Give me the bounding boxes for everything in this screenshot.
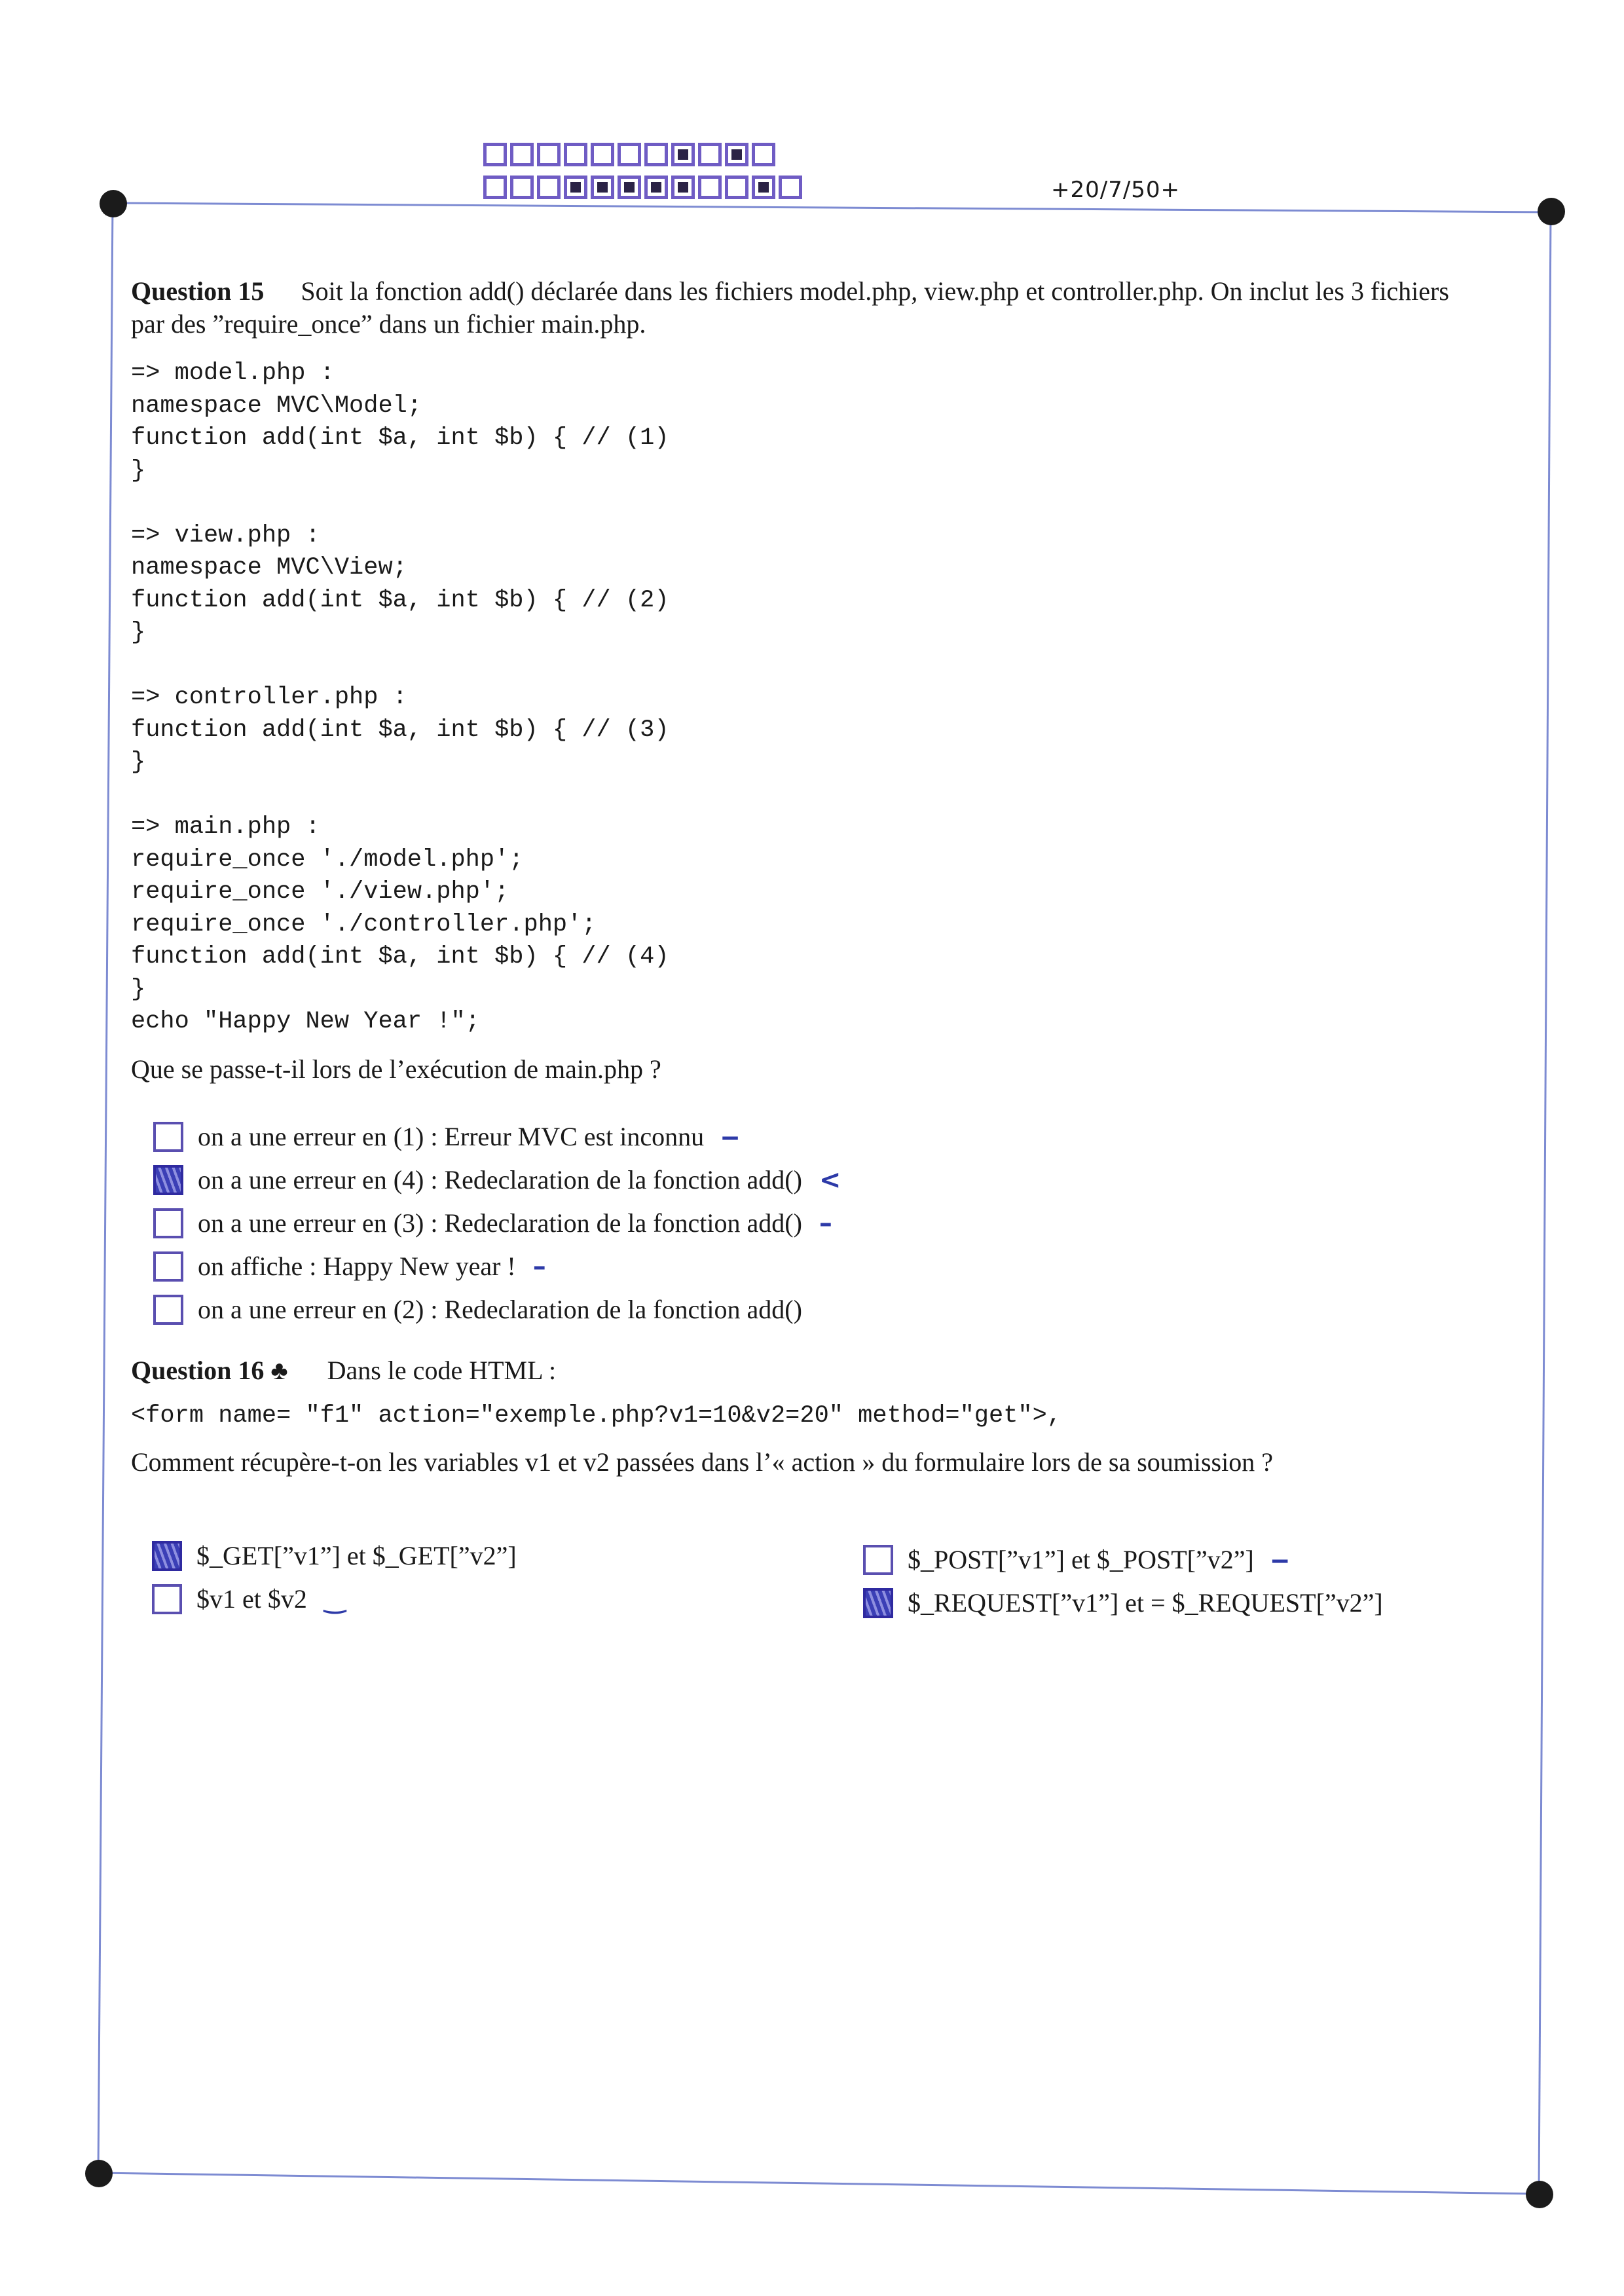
question-15-intro-line2: par des ”require_once” dans un fichier main.php. [131,309,646,339]
barcode-cell [671,143,695,166]
q15-checkbox-5[interactable] [153,1295,183,1325]
barcode-cell [537,176,561,199]
q16-checkbox-4[interactable] [863,1588,893,1618]
q16-checkbox-1[interactable] [152,1541,182,1571]
pen-mark: < [819,1164,841,1195]
q16-choice-4[interactable] [863,1587,1400,1618]
pen-mark: ‒ [1270,1544,1289,1575]
question-15 [131,275,1529,1086]
barcode-cell [591,143,614,166]
q15-checkbox-4[interactable] [153,1251,183,1282]
question-15-intro [131,275,1529,341]
club-icon: ♣ [270,1356,288,1385]
q16-choice-label: $_GET[”v1”] et $_GET[”v2”] [196,1541,517,1570]
q15-checkbox-1[interactable] [153,1122,183,1152]
barcode-cell [510,176,534,199]
barcode-cell [618,176,641,199]
question-15-prompt: Que se passe-t-il lors de l’exécution de main.php ? [131,1054,661,1084]
barcode-cell [537,143,561,166]
barcode-cell [698,143,722,166]
barcode-cell [725,143,748,166]
barcode-cell [483,143,507,166]
q15-choice-5[interactable] [153,1294,819,1325]
q15-choice-4[interactable] [153,1251,546,1282]
question-15-number: Question 15 [131,276,265,306]
q15-checkbox-3[interactable] [153,1208,183,1238]
q15-choice-label: on a une erreur en (4) : Redeclaration de la fonction add() [198,1165,802,1194]
q16-choice-label: $_POST[”v1”] et $_POST[”v2”] [908,1545,1254,1574]
question-16 [131,1354,1529,1479]
q16-choice-3[interactable] [863,1544,1289,1575]
corner-marker-top-right [1538,198,1565,225]
barcode-cell [564,143,587,166]
barcode-cell [483,176,507,199]
question-15-code: => model.php : namespace MVC\Model; function add(int $a, int $b) { // (1) } => view.php : namespace MVC\View; function add(int $a, int $b) { // (2) } => controller.php : function add(int $a, int $b) { // (3) } => main.php : require_once './model.php'; require_once './view.php'; require_once './controller.php'; function add(int $a, int $b) { // (4) } echo "Happy New Year !"; [131,360,669,1035]
barcode-cell [725,176,748,199]
q16-checkbox-2[interactable] [152,1584,182,1614]
barcode-cell [510,143,534,166]
barcode-cell [752,176,775,199]
page-id: +20/7/50+ [1051,177,1181,203]
question-16-prompt: Comment récupère-t-on les variables v1 et v2 passées dans l’« action » du formulaire lors de sa soumission ? [131,1447,1273,1477]
q15-choice-1[interactable] [153,1121,739,1152]
barcode-cell [779,176,802,199]
corner-marker-top-left [100,190,127,217]
q16-choice-label: $_REQUEST[”v1”] et = $_REQUEST[”v2”] [908,1588,1383,1618]
barcode-cell [752,143,775,166]
q15-choice-label: on a une erreur en (3) : Redeclaration de la fonction add() [198,1208,802,1238]
barcode-row-2 [483,176,805,199]
barcode-cell [698,176,722,199]
q15-choice-3[interactable] [153,1208,832,1238]
corner-marker-bottom-right [1526,2181,1553,2208]
q15-choice-label: on a une erreur en (1) : Erreur MVC est inconnu [198,1122,705,1151]
q16-choice-2[interactable] [152,1583,346,1614]
pen-mark: – [532,1251,546,1282]
barcode-cell [644,176,668,199]
pen-mark: ‿ [323,1583,346,1614]
barcode-row-1 [483,143,779,166]
question-16-number: Question 16 [131,1356,265,1385]
q15-choice-2[interactable] [153,1164,841,1195]
question-16-intro [131,1354,1529,1387]
pen-mark: – [819,1208,832,1238]
question-16-intro-text: Dans le code HTML : [327,1356,557,1385]
q15-choice-label: on affiche : Happy New year ! [198,1251,516,1281]
barcode-cell [618,143,641,166]
q15-choice-label: on a une erreur en (2) : Redeclaration de la fonction add() [198,1295,802,1324]
barcode-cell [644,143,668,166]
corner-marker-bottom-left [85,2160,113,2187]
q16-choice-label: $v1 et $v2 [196,1584,307,1614]
q15-checkbox-2[interactable] [153,1165,183,1195]
barcode-cell [671,176,695,199]
q16-checkbox-3[interactable] [863,1545,893,1575]
pen-mark: ‒ [721,1121,739,1152]
question-15-intro-line1: Soit la fonction add() déclarée dans les fichiers model.php, view.php et controller.php. On inclut les 3 fichiers [301,276,1449,306]
question-16-code: <form name= "f1" action="exemple.php?v1=10&v2=20" method="get">, [131,1402,1062,1430]
q16-choice-1[interactable] [152,1540,534,1571]
barcode-cell [564,176,587,199]
barcode-cell [591,176,614,199]
